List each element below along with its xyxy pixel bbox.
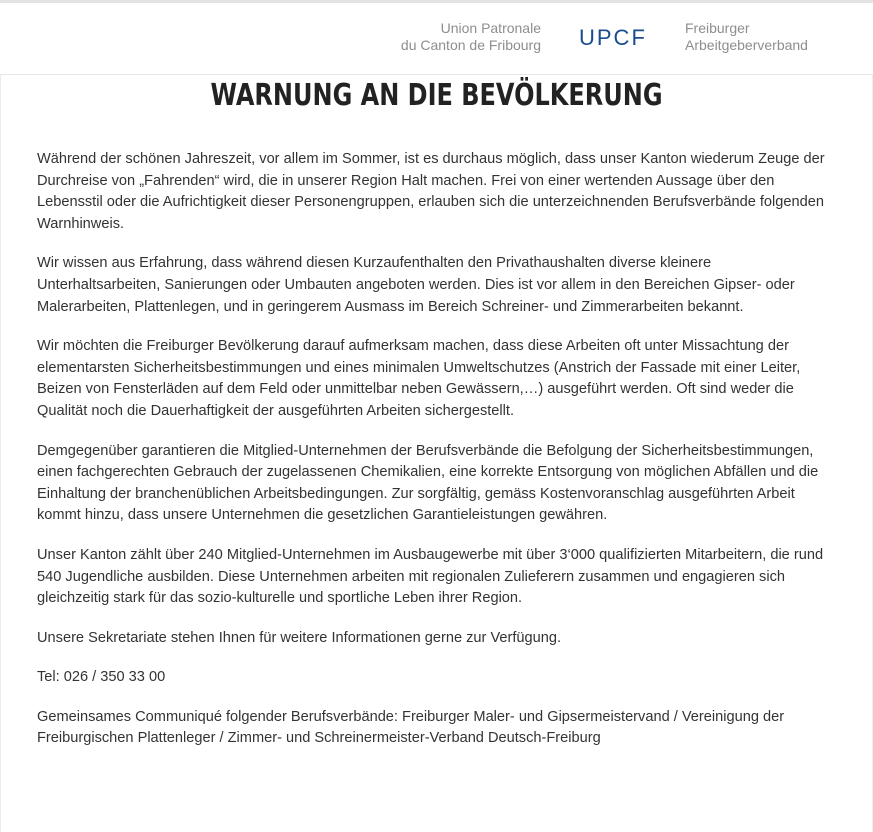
page-title: WARNUNG AN DIE BEVÖLKERUNG [210,78,663,113]
article-paragraph: Wir wissen aus Erfahrung, dass während diesen Kurzaufenthalten den Privathaushalten diverse kleinere Unterhaltsarbeiten, Sanierungen oder Umbauten angeboten werden. Dies ist vor allem in den Bereichen Gipser- oder Malerarbeiten, Plattenlegen, und in geringerem Ausmass im Bereich Schreiner- und Zimmerarbeiten bekannt. [37,255,795,315]
article-paragraph: Demgegenüber garantieren die Mitglied-Unternehmen der Berufsverbände die Befolgung der Sicherheitsbestimmungen, einen fachgerechten Gebrauch der zugelassenen Chemikalien, eine korrekte Entsorgung von möglichen Abfällen und die Einhaltung der branchenüblichen Arbeitsbedingungen. Zur sorgfältig, gemäss Kostenvoranschlag ausgeführten Arbeit kommt hinzu, dass unsere Unternehmen die gesetzlichen Garantieleistungen gewähren. [37,442,819,524]
site-header [0,3,873,75]
contact-phone: Tel: 026 / 350 33 00 [37,669,166,686]
brand-french-line-1: Union Patronale [440,20,541,36]
page-border-left [0,74,1,832]
article-paragraph: Unser Kanton zählt über 240 Mitglied-Unternehmen im Ausbaugewerbe mit über 3‘000 qualifizierten Mitarbeitern, die rund 540 Jugendliche ausbilden. Diese Unternehmen arbeiten mit regionalen Zulieferern zusammen und engagieren sich gleichzeitig stark für das sozio-kulturelle und sportliche Leben ihrer Region. [37,546,824,607]
brand-name-french[interactable] [401,20,541,54]
upcf-logo[interactable]: UPCF [579,25,647,50]
communique-signatories: Gemeinsames Communiqué folgender Berufsverbände: Freiburger Maler- und Gipsermeistervand / Vereinigung der Freiburgischen Plattenleger / Zimmer- und Schreinermeister-Verband Deutsch-Freiburg [37,708,785,747]
article-paragraph: Wir möchten die Freiburger Bevölkerung darauf aufmerksam machen, dass diese Arbeiten oft unter Missachtung der elementarsten Sicherheitsbestimmungen und eines minimalen Umweltschutzes (Anstrich der Fassade mit einer Leiter, Beizen von Fensterläden auf dem Feld oder unmittelbar neben Gewässern,…) ausgeführt werden. Oft sind weder die Qualität noch die Dauerhaftigkeit der ausgeführten Arbeiten sichergestellt. [37,338,801,419]
article-paragraph: Während der schönen Jahreszeit, vor allem im Sommer, ist es durchaus möglich, dass unser Kanton wiederum Zeuge der Durchreise von „Fahrenden“ wird, die in unserer Region Halt machen. Frei von einer wertenden Aussage über den Lebensstil oder die Aufrichtigkeit dieser Personengruppen, erlauben sich die unterzeichnenden Berufsverbände folgenden Warnhinweis. [37,151,825,232]
brand-german-line-2: Arbeitgeberverband [685,37,808,53]
brand-french-line-2: du Canton de Fribourg [400,37,541,53]
brand-name-german[interactable] [685,20,808,54]
article-paragraph: Unsere Sekretariate stehen Ihnen für weitere Informationen gerne zur Verfügung. [37,629,562,646]
brand-german-line-1: Freiburger [685,20,750,36]
article-body [37,149,837,768]
